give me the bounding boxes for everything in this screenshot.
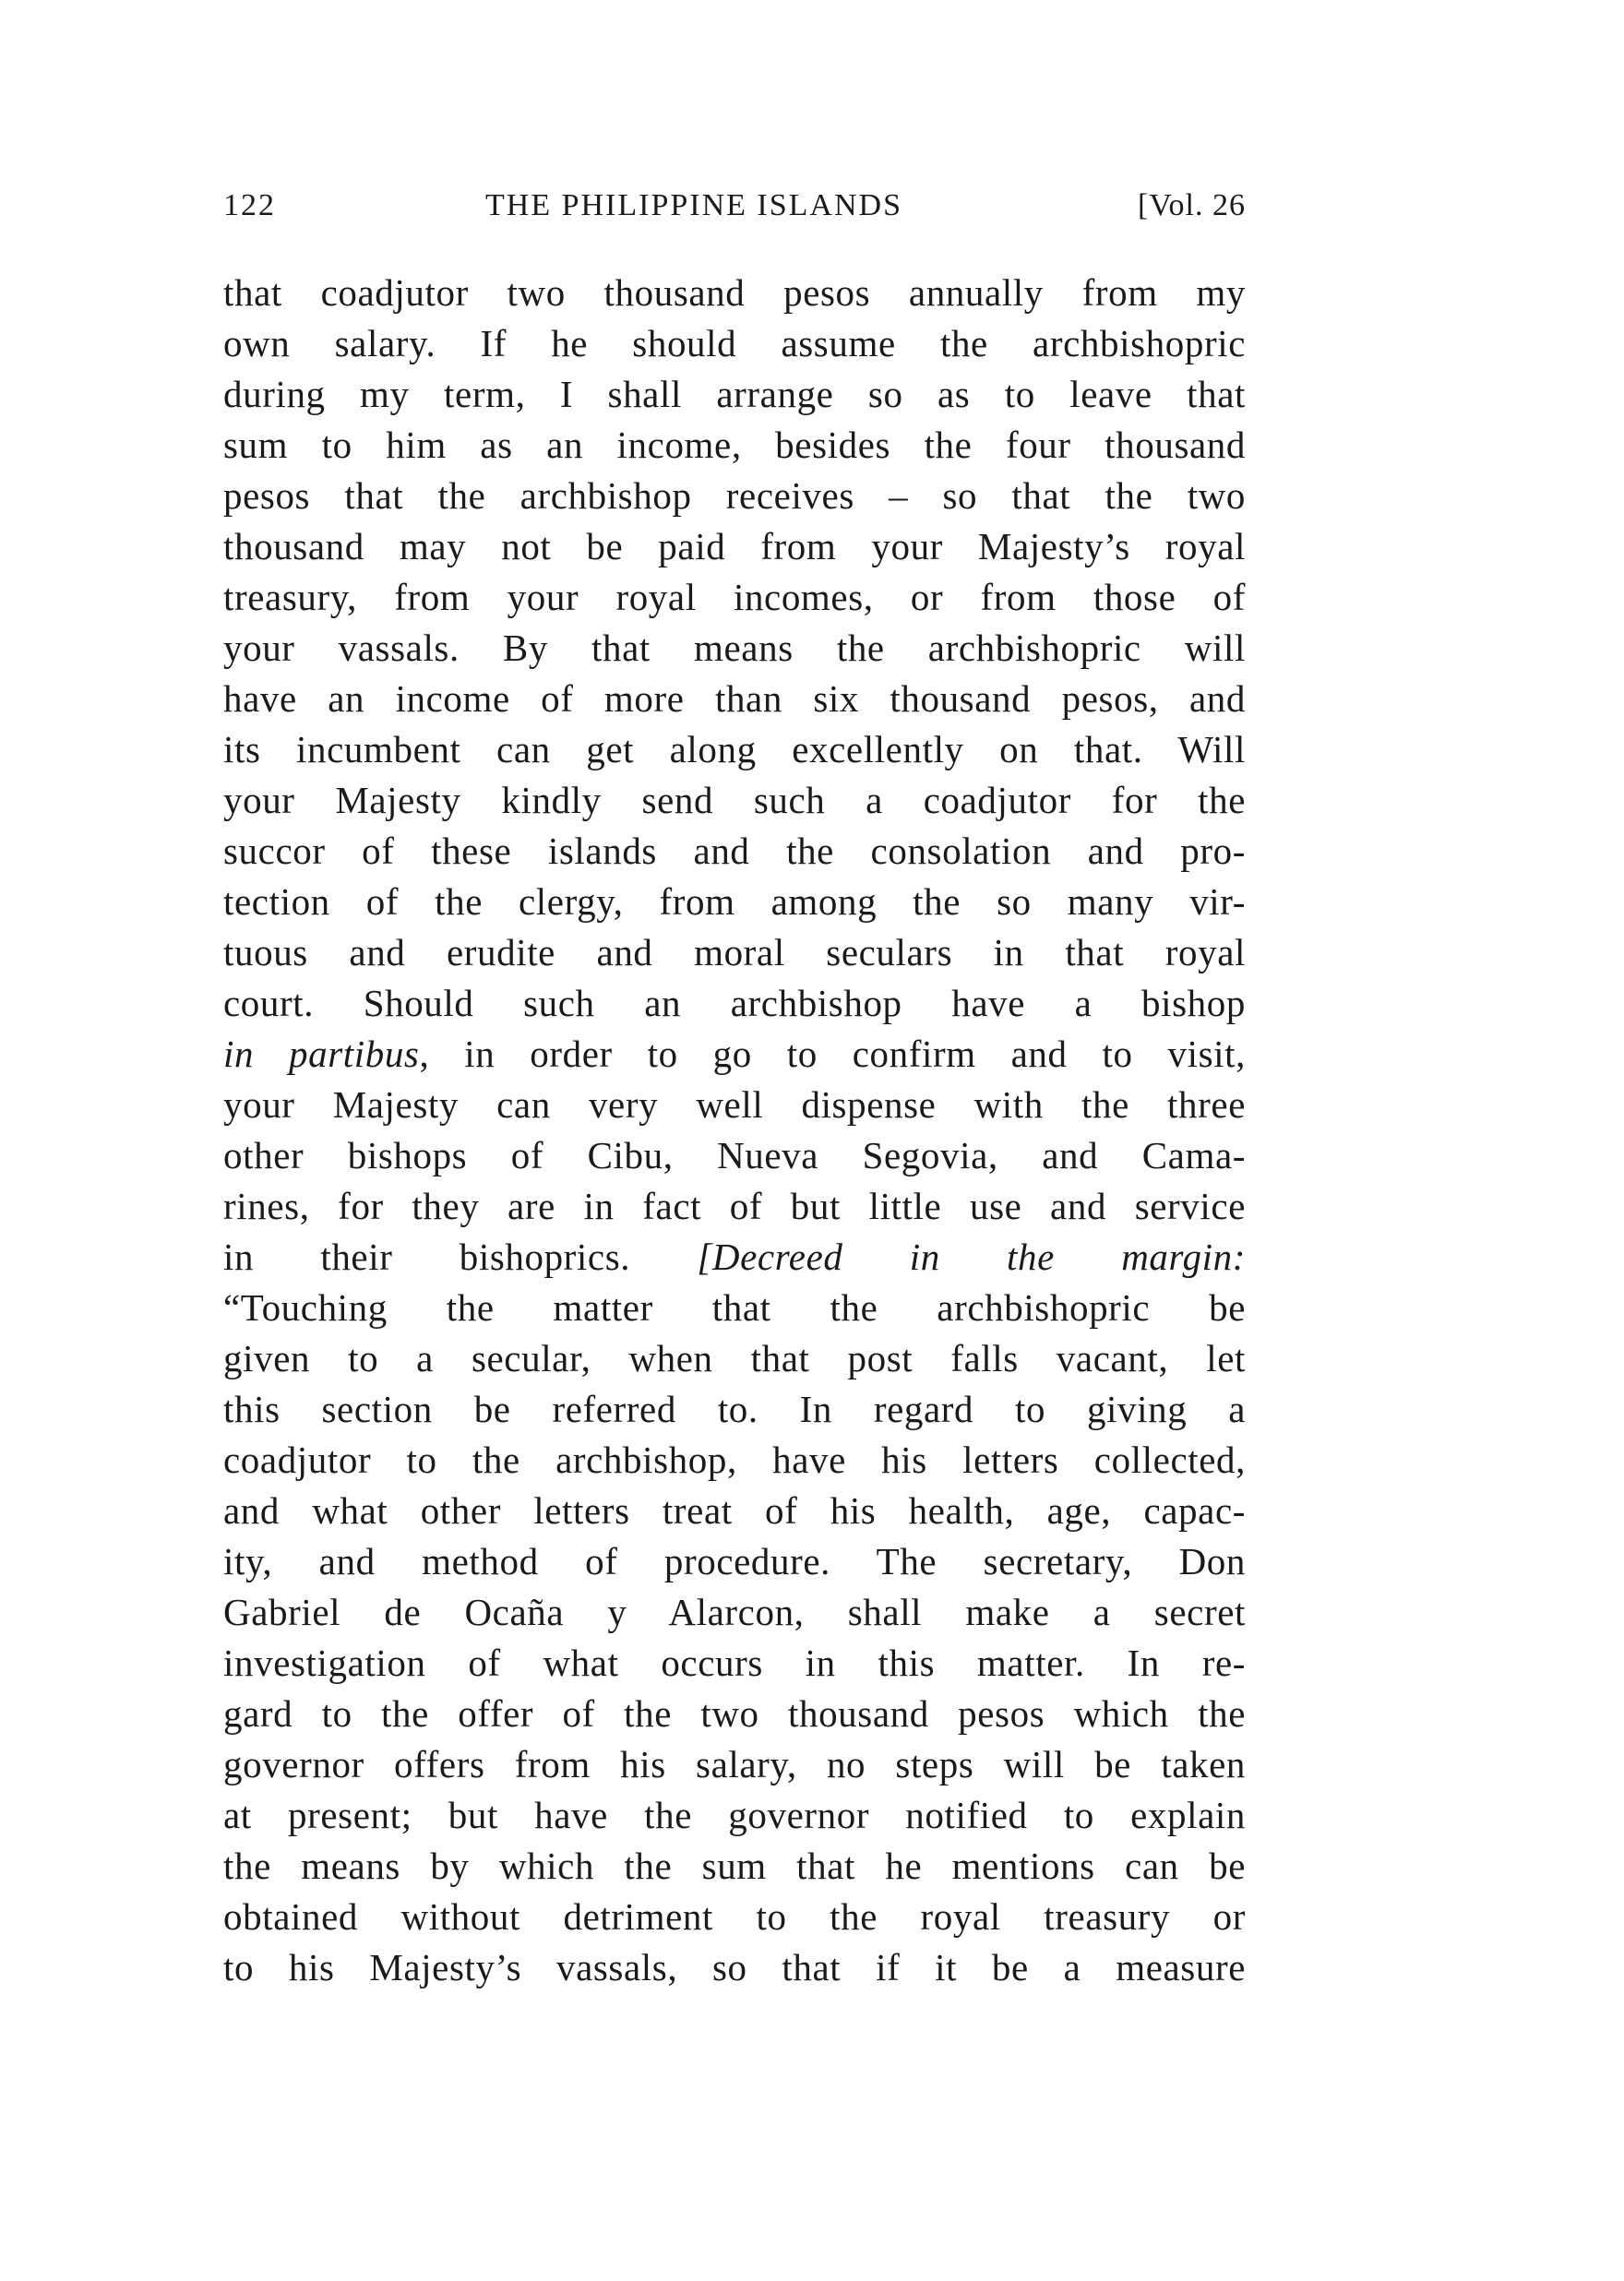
text-line: other bishops of Cibu, Nueva Segovia, and Cama- [223, 1134, 1246, 1176]
text-line: governor offers from his salary, no steps will be taken [223, 1743, 1246, 1785]
body-text [223, 268, 1246, 1993]
text-line: pesos that the archbishop receives – so that the two [223, 474, 1246, 517]
text-line: coadjutor to the archbishop, have his letters collected, [223, 1439, 1246, 1481]
italic-phrase: in partibus [223, 1033, 420, 1075]
text-line-with-italic [223, 1029, 1246, 1080]
running-head [223, 183, 1246, 229]
volume-reference: [Vol. 26 [1138, 188, 1246, 222]
text-line: “Touching the matter that the archbishopric be [223, 1286, 1246, 1329]
text-line: tuous and erudite and moral seculars in that royal [223, 931, 1246, 973]
text-line: investigation of what occurs in this matter. In re- [223, 1642, 1246, 1684]
marginal-decree-label: [Decreed in the margin: [697, 1236, 1246, 1278]
text-line: during my term, I shall arrange so as to leave that [223, 373, 1246, 415]
text-fragment: in their bishoprics. [223, 1236, 698, 1278]
text-line: own salary. If he should assume the archbishopric [223, 322, 1246, 364]
text-line: your Majesty kindly send such a coadjutor for the [223, 779, 1246, 821]
text-line: gard to the offer of the two thousand pesos which the [223, 1692, 1246, 1735]
text-line: have an income of more than six thousand pesos, and [223, 677, 1246, 720]
text-line: to his Majesty’s vassals, so that if it be a measure [223, 1946, 1246, 1988]
text-line: succor of these islands and the consolation and pro- [223, 830, 1246, 872]
text-line: rines, for they are in fact of but little use and service [223, 1185, 1246, 1227]
text-line: treasury, from your royal incomes, or from those of [223, 576, 1246, 618]
text-fragment: , in order to go to confirm and to visit, [419, 1033, 1246, 1075]
text-line: that coadjutor two thousand pesos annually from my [223, 271, 1246, 314]
text-line: given to a secular, when that post falls vacant, let [223, 1337, 1246, 1379]
text-line: and what other letters treat of his health, age, capac- [223, 1489, 1246, 1532]
page-number: 122 [223, 188, 276, 222]
text-line: court. Should such an archbishop have a bishop [223, 982, 1246, 1024]
text-line: sum to him as an income, besides the four thousand [223, 424, 1246, 466]
text-line: your Majesty can very well dispense with the three [223, 1083, 1246, 1126]
text-line: Gabriel de Ocaña y Alarcon, shall make a secret [223, 1591, 1246, 1633]
text-line: your vassals. By that means the archbishopric will [223, 627, 1246, 669]
text-line: this section be referred to. In regard to giving a [223, 1388, 1246, 1430]
text-line: the means by which the sum that he mentions can be [223, 1845, 1246, 1887]
running-title: THE PHILIPPINE ISLANDS [485, 188, 902, 222]
text-line: at present; but have the governor notified to explain [223, 1794, 1246, 1836]
text-line: obtained without detriment to the royal treasury or [223, 1895, 1246, 1938]
text-line: thousand may not be paid from your Majesty’s royal [223, 525, 1246, 567]
text-line: ity, and method of procedure. The secretary, Don [223, 1540, 1246, 1582]
text-line-with-italic [223, 1232, 1246, 1283]
text-line: tection of the clergy, from among the so many vir- [223, 880, 1246, 923]
text-line: its incumbent can get along excellently on that. Will [223, 728, 1246, 770]
